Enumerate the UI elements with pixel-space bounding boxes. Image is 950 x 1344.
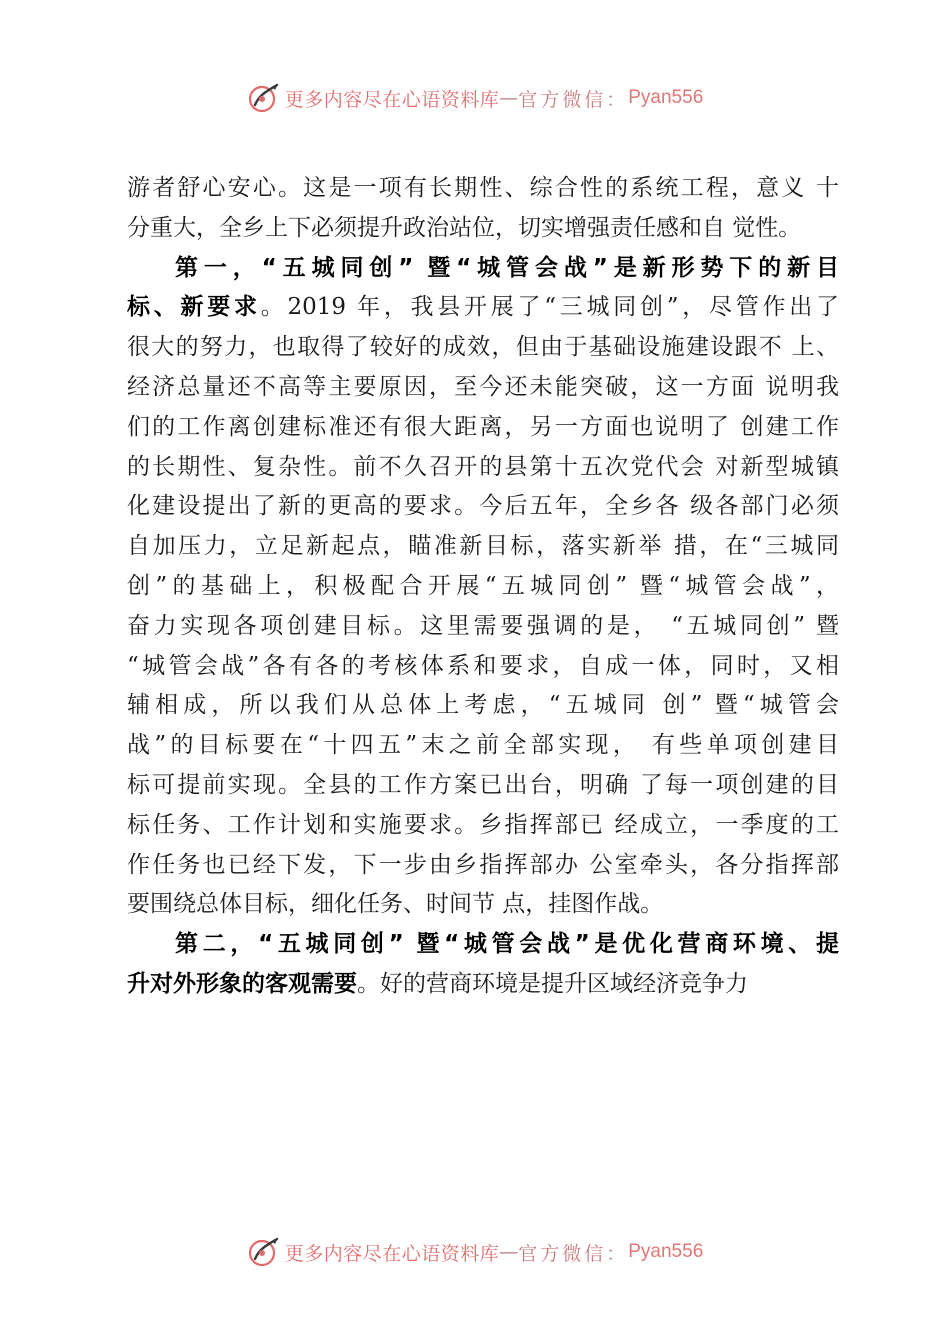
text-fragment: 。好的营商环境是提升区域经济竞争力 [357, 970, 748, 997]
text-line: 自加压力，立足新起点，瞄准新目标，落实新举 措，在“三城同 [127, 533, 839, 560]
section-heading-1: 第一，“五城同创” 暨“城管会战”是新形势下的新目 [175, 254, 839, 281]
text-line [127, 288, 839, 328]
watermark-main-text: 更多内容尽在心语资料库 [284, 1242, 500, 1265]
pen-swirl-logo-icon [247, 81, 281, 115]
text-line: 作任务也已经下发，下一步由乡指挥部办 公室牵头，各分指挥部 [127, 851, 839, 878]
header-watermark [0, 78, 950, 118]
section-heading-1-end: 标、新要求 [127, 294, 261, 321]
watermark-main-text: 更多内容尽在心语资料库 [284, 88, 500, 111]
pen-swirl-logo-icon [247, 1235, 281, 1269]
document-body [127, 169, 839, 1005]
footer-watermark [0, 1232, 950, 1272]
text-line: 的长期性、复杂性。前不久召开的县第十五次党代会 对新型城镇 [127, 453, 839, 480]
text-line: 战”的目标要在“十四五”末之前全部实现， 有些单项创建目 [127, 732, 839, 759]
watermark-dash: — [499, 1241, 519, 1263]
text-line: 们的工作离创建标准还有很大距离，另一方面也说明了 创建工作 [127, 413, 839, 440]
watermark-wechat-label: 官方微信： [518, 88, 629, 111]
text-line: 分重大，全乡上下必须提升政治站位，切实增强责任感和自 觉性。 [127, 214, 802, 241]
section-heading-2: 第二，“五城同创” 暨“城管会战”是优化营商环境、提 [175, 931, 839, 958]
watermark-wechat-label: 官方微信： [518, 1242, 629, 1265]
watermark-wechat-id: Pyan556 [628, 87, 704, 108]
text-line: 经济总量还不高等主要原因，至今还未能突破，这一方面 说明我 [127, 373, 839, 400]
section-heading-2-end: 升对外形象的客观需要 [127, 970, 357, 997]
text-line: 游者舒心安心。这是一项有长期性、综合性的系统工程，意义 十 [127, 175, 839, 201]
text-line: 标任务、工作计划和实施要求。乡指挥部已 经成立，一季度的工 [127, 811, 839, 838]
text-line: 创”的基础上，积极配合开展“五城同创” 暨“城管会战”， [127, 572, 839, 599]
text-line [127, 965, 839, 1005]
text-line: 标可提前实现。全县的工作方案已出台，明确 了每一项创建的目 [127, 771, 839, 798]
text-fragment: 。2019 年，我县开展了“三城同创”，尽管作出了 [260, 294, 839, 321]
text-line: 辅相成，所以我们从总体上考虑，“五城同 创” 暨“城管会 [127, 692, 839, 719]
text-line: 奋力实现各项创建目标。这里需要强调的是， “五城同创” 暨 [127, 612, 839, 639]
text-line: 化建设提出了新的更高的要求。今后五年，全乡各 级各部门必须 [127, 493, 839, 520]
text-line: “城管会战”各有各的考核体系和要求，自成一体，同时，又相 [127, 652, 839, 679]
text-line: 很大的努力，也取得了较好的成效，但由于基础设施建设跟不 上、 [127, 334, 839, 361]
watermark-dash: — [499, 87, 519, 109]
watermark-wechat-id: Pyan556 [628, 1241, 704, 1262]
text-line: 要围绕总体目标，细化任务、时间节 点，挂图作战。 [127, 891, 664, 918]
